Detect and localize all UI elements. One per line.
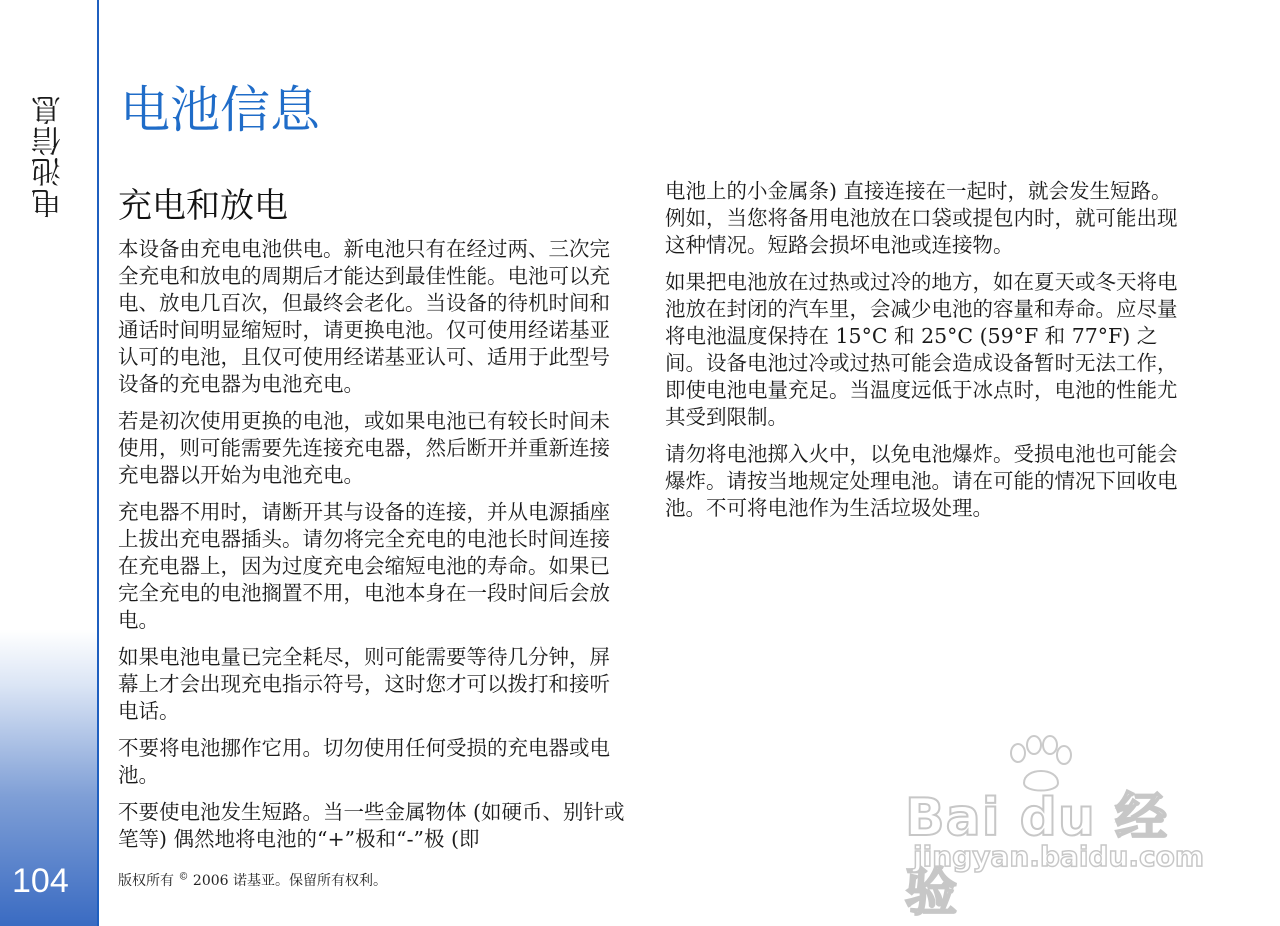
paragraph: 本设备由充电电池供电。新电池只有在经过两、三次完全充电和放电的周期后才能达到最佳性能。电池可以充电、放电几百次，但最终会老化。当设备的待机时间和通话时间明显缩短时，请更换电池。仅可使用经诺基亚认可的电池，且仅可使用经诺基亚认可、适用于此型号设备的充电器为电池充电。 — [118, 237, 610, 396]
paragraph: 充电器不用时，请断开其与设备的连接，并从电源插座上拔出充电器插头。请勿将完全充电的电池长时间连接在充电器上，因为过度充电会缩短电池的寿命。如果已完全充电的电池搁置不用，电池本身在一段时间后会放电。 — [118, 500, 610, 632]
paragraph: 若是初次使用更换的电池，或如果电池已有较长时间未使用，则可能需要先连接充电器，然后断开并重新连接充电器以开始为电池充电。 — [118, 409, 610, 487]
copyright-symbol: © — [178, 871, 189, 883]
paragraph: 电池上的小金属条) 直接连接在一起时，就会发生短路。例如，当您将备用电池放在口袋或提包内时，就可能出现这种情况。短路会损坏电池或连接物。 — [665, 179, 1178, 257]
page-title: 电池信息 — [120, 81, 320, 139]
watermark-url: jingyan.baidu.com — [913, 840, 1205, 873]
left-column — [118, 236, 630, 863]
paragraph: 不要将电池挪作它用。切勿使用任何受损的充电器或电池。 — [118, 736, 610, 787]
baidu-watermark — [905, 735, 1205, 923]
sidebar-divider — [97, 0, 99, 926]
page-number: 104 — [12, 862, 69, 900]
watermark-logo-text: Bai du 经验 — [905, 788, 1168, 923]
sidebar-title: 电池信息 — [32, 94, 67, 218]
section-heading: 充电和放电 — [118, 186, 288, 226]
paragraph: 如果把电池放在过热或过冷的地方，如在夏天或冬天将电池放在封闭的汽车里，会减少电池的容量和寿命。应尽量将电池温度保持在 15°C 和 25°C (59°F 和 77°F) 之间。设备电池过冷或过热可能会造成设备暂时无法工作，即使电池电量充足。当温度远低于冰点时，电池的性能尤其受到限制。 — [665, 270, 1178, 429]
copyright-footer — [118, 870, 387, 890]
paragraph: 如果电池电量已完全耗尽，则可能需要等待几分钟，屏幕上才会出现充电指示符号，这时您才可以拨打和接听电话。 — [118, 645, 610, 723]
paragraph: 不要使电池发生短路。当一些金属物体 (如硬币、别针或笔等) 偶然地将电池的“+”极和“-”极 (即 — [118, 800, 625, 851]
right-column — [665, 178, 1190, 532]
paragraph: 请勿将电池掷入火中，以免电池爆炸。受损电池也可能会爆炸。请按当地规定处理电池。请在可能的情况下回收电池。不可将电池作为生活垃圾处理。 — [665, 442, 1178, 520]
copyright-prefix: 版权所有 — [118, 873, 174, 889]
copyright-suffix: 2006 诺基亚。保留所有权利。 — [192, 873, 387, 889]
